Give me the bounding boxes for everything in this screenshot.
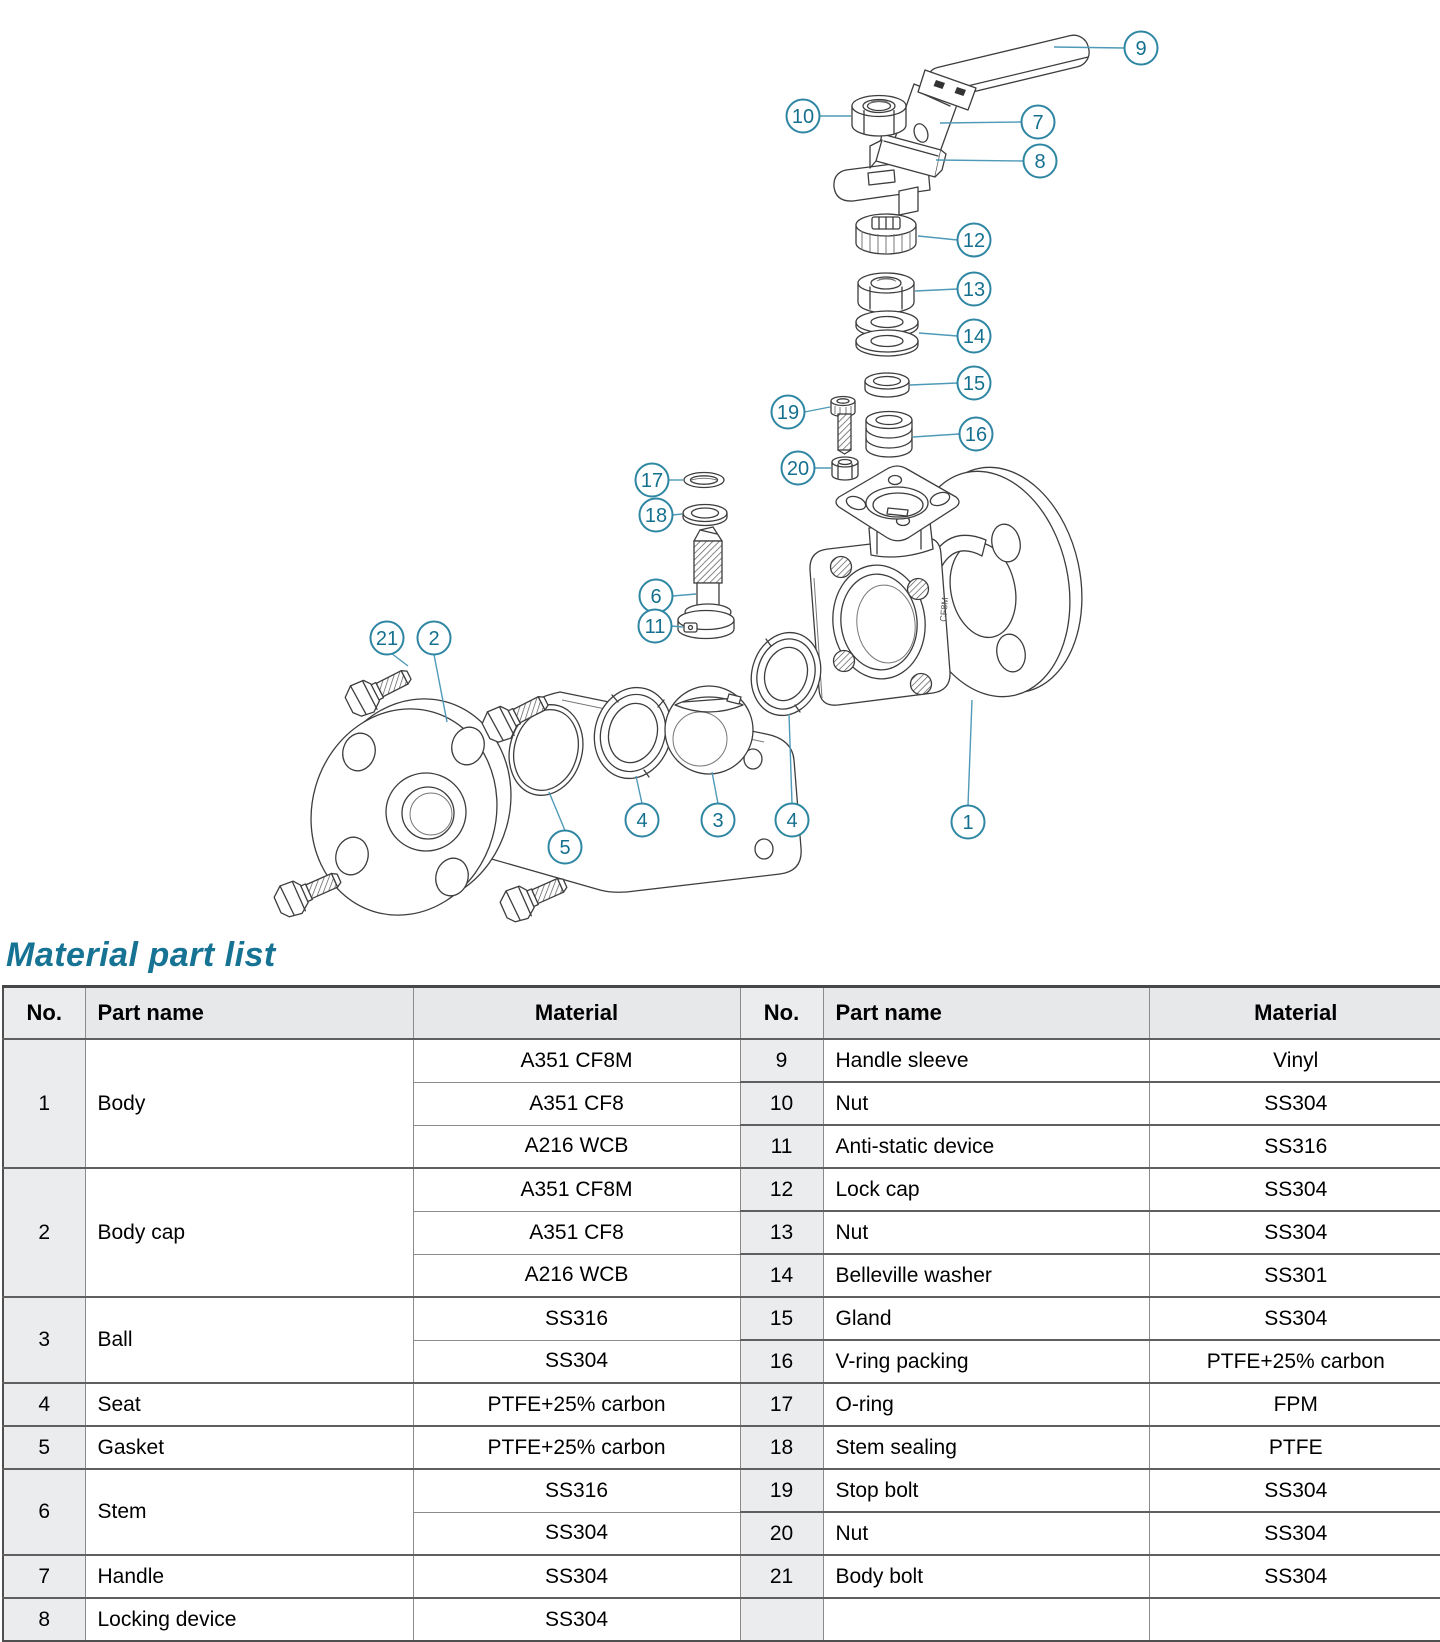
svg-text:12: 12: [962, 230, 986, 252]
part-name: Handle: [85, 1555, 413, 1598]
callout-12: [958, 224, 991, 257]
svg-text:8: 8: [1034, 151, 1046, 173]
o-ring: [684, 473, 724, 488]
part-name: Gasket: [85, 1426, 413, 1469]
material-cell: A216 WCB: [413, 1254, 740, 1297]
part-name: Belleville washer: [823, 1254, 1149, 1297]
body-thread-hole: [834, 651, 855, 672]
material-cell: PTFE+25% carbon: [413, 1426, 740, 1469]
stem-sealing: [683, 505, 727, 526]
callout-3: [702, 804, 735, 837]
callout-5: [549, 831, 582, 864]
v-ring-packing: [866, 412, 912, 458]
material-cell: SS304: [1149, 1555, 1440, 1598]
svg-text:20: 20: [786, 458, 810, 480]
stem: [678, 527, 734, 639]
part-no: 13: [740, 1211, 823, 1254]
material-cell: A216 WCB: [413, 1125, 740, 1168]
part-no: 11: [740, 1125, 823, 1168]
svg-text:16: 16: [964, 424, 988, 446]
empty-material-cell: [1149, 1598, 1440, 1641]
part-no: 2: [3, 1168, 85, 1297]
part-name: Nut: [823, 1512, 1149, 1555]
svg-text:4: 4: [636, 810, 648, 832]
callout-13: [958, 273, 991, 306]
part-name: Seat: [85, 1383, 413, 1426]
svg-text:9: 9: [1135, 38, 1147, 60]
table-row: [3, 1039, 1440, 1082]
svg-text:17: 17: [640, 470, 664, 492]
part-name: Stem sealing: [823, 1426, 1149, 1469]
material-cell: SS304: [413, 1598, 740, 1641]
material-cell: Vinyl: [1149, 1039, 1440, 1082]
part-name: Stop bolt: [823, 1469, 1149, 1512]
part-no: 9: [740, 1039, 823, 1082]
callout-2: [418, 622, 451, 655]
part-no: 14: [740, 1254, 823, 1297]
part-no: 1: [3, 1039, 85, 1168]
table-row: [3, 1426, 1440, 1469]
handle-nut: [852, 96, 906, 137]
svg-text:1: 1: [962, 812, 974, 834]
table-row: [3, 1555, 1440, 1598]
svg-text:19: 19: [776, 402, 800, 424]
ball: [665, 686, 753, 774]
empty-part-cell: [823, 1598, 1149, 1641]
table-row: [3, 1297, 1440, 1340]
material-cell: SS304: [413, 1340, 740, 1383]
part-name: Stem: [85, 1469, 413, 1555]
col-header-material: Material: [413, 987, 740, 1040]
svg-text:2: 2: [428, 628, 440, 650]
svg-text:3: 3: [712, 810, 724, 832]
callout-21: [371, 622, 404, 655]
material-cell: FPM: [1149, 1383, 1440, 1426]
part-name: Anti-static device: [823, 1125, 1149, 1168]
empty-no-cell: [740, 1598, 823, 1641]
material-cell: SS316: [413, 1469, 740, 1512]
callout-18: [640, 499, 673, 532]
callout-9: [1125, 32, 1158, 65]
part-no: 18: [740, 1426, 823, 1469]
table-row: [3, 1383, 1440, 1426]
col-header-part2: Part name: [823, 987, 1149, 1040]
material-cell: SS301: [1149, 1254, 1440, 1297]
anti-static-device: [684, 623, 697, 632]
part-name: Nut: [823, 1211, 1149, 1254]
material-cell: SS304: [1149, 1297, 1440, 1340]
page-title: Material part list: [6, 936, 276, 974]
callout-7: [1022, 106, 1055, 139]
table-row: [3, 1469, 1440, 1512]
callout-17: [636, 464, 669, 497]
material-cell: SS304: [1149, 1211, 1440, 1254]
part-no: 15: [740, 1297, 823, 1340]
part-no: 12: [740, 1168, 823, 1211]
material-cell: SS316: [413, 1297, 740, 1340]
material-cell: SS316: [1149, 1125, 1440, 1168]
material-cell: A351 CF8M: [413, 1168, 740, 1211]
part-name: O-ring: [823, 1383, 1149, 1426]
part-no: 10: [740, 1082, 823, 1125]
table-row: [3, 1598, 1440, 1641]
callout-14: [958, 320, 991, 353]
part-no: 16: [740, 1340, 823, 1383]
svg-text:14: 14: [962, 326, 986, 348]
col-header-no: No.: [3, 987, 85, 1040]
callout-4b: [776, 804, 809, 837]
material-cell: A351 CF8: [413, 1082, 740, 1125]
part-name: Handle sleeve: [823, 1039, 1149, 1082]
material-cell: PTFE+25% carbon: [1149, 1340, 1440, 1383]
material-part-list-table: [2, 985, 1440, 1642]
col-header-no2: No.: [740, 987, 823, 1040]
stack-nut: [858, 273, 914, 313]
part-name: Nut: [823, 1082, 1149, 1125]
header-row: [3, 987, 1440, 1040]
part-name: V-ring packing: [823, 1340, 1149, 1383]
body-cast-marking: CF8M: [938, 596, 951, 623]
material-cell: PTFE: [1149, 1426, 1440, 1469]
material-cell: SS304: [413, 1512, 740, 1555]
part-name: Locking device: [85, 1598, 413, 1641]
part-name: Gland: [823, 1297, 1149, 1340]
svg-text:4: 4: [786, 810, 798, 832]
svg-text:11: 11: [644, 616, 666, 638]
body-thread-hole: [831, 557, 852, 578]
callout-16: [960, 418, 993, 451]
part-no: 21: [740, 1555, 823, 1598]
callout-20: [782, 452, 815, 485]
part-name: Body cap: [85, 1168, 413, 1297]
gland: [865, 373, 909, 397]
material-cell: SS304: [1149, 1512, 1440, 1555]
part-name: Body bolt: [823, 1555, 1149, 1598]
svg-text:13: 13: [962, 279, 986, 301]
callout-4a: [626, 804, 659, 837]
svg-text:10: 10: [791, 106, 815, 128]
svg-text:6: 6: [650, 586, 662, 608]
callout-6: [640, 580, 673, 613]
body-thread-hole: [911, 674, 932, 695]
material-cell: A351 CF8M: [413, 1039, 740, 1082]
table-row: [3, 1168, 1440, 1211]
packing-stack: [831, 214, 918, 480]
stem-column: [678, 473, 734, 639]
svg-text:5: 5: [559, 837, 571, 859]
body-thread-hole: [908, 579, 929, 600]
part-no: 7: [3, 1555, 85, 1598]
part-no: 20: [740, 1512, 823, 1555]
part-name: Lock cap: [823, 1168, 1149, 1211]
part-no: 3: [3, 1297, 85, 1383]
part-no: 17: [740, 1383, 823, 1426]
part-no: 19: [740, 1469, 823, 1512]
belleville-washers: [856, 311, 918, 356]
callout-8: [1024, 145, 1057, 178]
callout-10: [787, 100, 820, 133]
callout-15: [958, 367, 991, 400]
material-cell: A351 CF8: [413, 1211, 740, 1254]
svg-text:21: 21: [375, 628, 399, 650]
small-nut: [832, 457, 858, 480]
material-cell: SS304: [1149, 1168, 1440, 1211]
part-no: 5: [3, 1426, 85, 1469]
svg-text:15: 15: [962, 373, 986, 395]
material-cell: SS304: [1149, 1082, 1440, 1125]
stop-bolt: [831, 397, 855, 455]
part-no: 8: [3, 1598, 85, 1641]
callout-1: [952, 806, 985, 839]
material-cell: SS304: [1149, 1469, 1440, 1512]
svg-text:18: 18: [644, 505, 668, 527]
callout-11: [639, 610, 672, 643]
material-cell: PTFE+25% carbon: [413, 1383, 740, 1426]
part-no: 4: [3, 1383, 85, 1426]
valve-body: [810, 452, 1102, 711]
col-header-material2: Material: [1149, 987, 1440, 1040]
lock-cap: [856, 214, 916, 254]
part-name: Ball: [85, 1297, 413, 1383]
part-no: 6: [3, 1469, 85, 1555]
part-name: Body: [85, 1039, 413, 1168]
svg-text:7: 7: [1032, 112, 1044, 134]
callout-19: [772, 396, 805, 429]
material-cell: SS304: [413, 1555, 740, 1598]
col-header-part: Part name: [85, 987, 413, 1040]
